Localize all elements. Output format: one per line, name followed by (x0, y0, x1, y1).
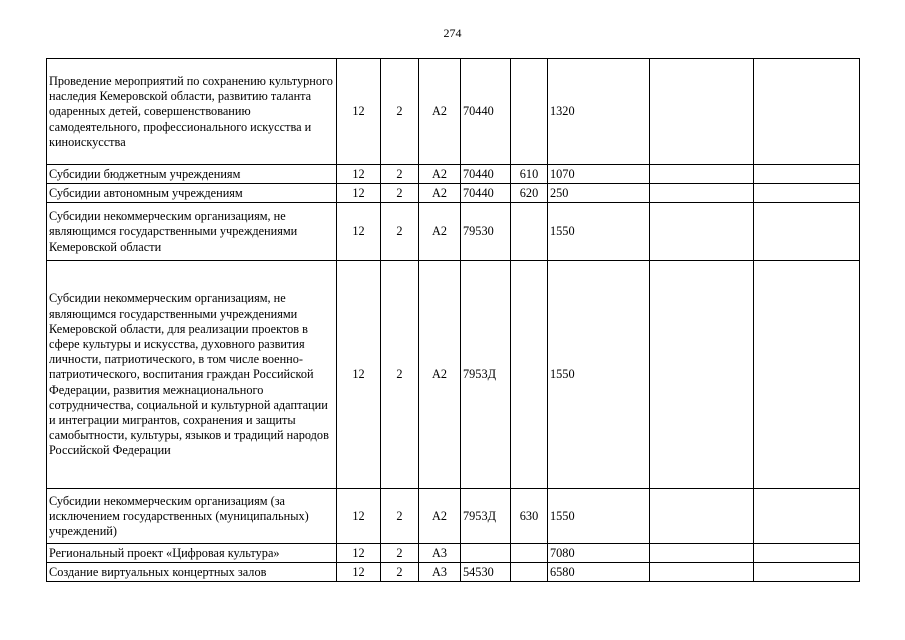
cell-name: Субсидии некоммерческим организациям, не являющимся государственными учреждениями Кемеровской области (47, 203, 337, 261)
cell-subsection: 2 (381, 184, 419, 203)
page-number: 274 (443, 26, 462, 40)
cell-subsection: 2 (381, 544, 419, 563)
cell-section: 12 (337, 165, 381, 184)
cell-name: Субсидии автономным учреждениям (47, 184, 337, 203)
cell-type (511, 563, 548, 582)
cell-type: 610 (511, 165, 548, 184)
table-row (47, 165, 860, 184)
cell-section: 12 (337, 544, 381, 563)
cell-type (511, 203, 548, 261)
cell-direction: 7953Д (461, 261, 511, 489)
cell-section: 12 (337, 563, 381, 582)
cell-section: 12 (337, 184, 381, 203)
cell-name: Субсидии бюджетным учреждениям (47, 165, 337, 184)
cell-empty (754, 59, 860, 165)
cell-name: Субсидии некоммерческим организациям (за исключением государственных (муниципальных) учреждений) (47, 489, 337, 544)
table-row (47, 261, 860, 489)
table-row (47, 489, 860, 544)
cell-empty (754, 563, 860, 582)
cell-section: 12 (337, 59, 381, 165)
table-row (47, 59, 860, 165)
cell-type (511, 261, 548, 489)
cell-subsection: 2 (381, 563, 419, 582)
cell-subsection: 2 (381, 165, 419, 184)
cell-direction: 79530 (461, 203, 511, 261)
cell-amount: 1550 (548, 203, 650, 261)
cell-empty (650, 489, 754, 544)
cell-section: 12 (337, 203, 381, 261)
cell-direction: 7953Д (461, 489, 511, 544)
table-row (47, 184, 860, 203)
cell-program: А3 (419, 544, 461, 563)
cell-name: Проведение мероприятий по сохранению культурного наследия Кемеровской области, развитию таланта одаренных детей, совершенствованию самодеятельного, профессионального искусства и киноискусства (47, 59, 337, 165)
cell-amount: 6580 (548, 563, 650, 582)
cell-type (511, 59, 548, 165)
cell-empty (650, 165, 754, 184)
cell-empty (650, 563, 754, 582)
cell-empty (650, 59, 754, 165)
cell-direction: 70440 (461, 165, 511, 184)
cell-program: А3 (419, 563, 461, 582)
cell-subsection: 2 (381, 489, 419, 544)
table-row (47, 544, 860, 563)
cell-program: А2 (419, 203, 461, 261)
cell-empty (754, 203, 860, 261)
cell-program: А2 (419, 261, 461, 489)
cell-type: 630 (511, 489, 548, 544)
cell-amount: 1550 (548, 489, 650, 544)
cell-empty (754, 544, 860, 563)
cell-subsection: 2 (381, 261, 419, 489)
cell-program: А2 (419, 165, 461, 184)
cell-direction (461, 544, 511, 563)
cell-empty (754, 165, 860, 184)
cell-amount: 1550 (548, 261, 650, 489)
cell-program: А2 (419, 59, 461, 165)
cell-subsection: 2 (381, 203, 419, 261)
cell-amount: 250 (548, 184, 650, 203)
cell-program: А2 (419, 184, 461, 203)
cell-type: 620 (511, 184, 548, 203)
cell-section: 12 (337, 489, 381, 544)
cell-amount: 7080 (548, 544, 650, 563)
cell-name: Субсидии некоммерческим организациям, не являющимся государственными учреждениями Кемеровской области, для реализации проектов в сфере культуры и искусства, духовного развития личности, патриотического, в том числе военно-патриотического, воспитания граждан Российской Федерации, развития межнационального сотрудничества, социальной и культурной адаптации и интеграции мигрантов, сохранения и защиты самобытности, культуры, языков и традиций народов Российской Федерации (47, 261, 337, 489)
cell-empty (754, 489, 860, 544)
budget-table (46, 58, 860, 582)
cell-direction: 54530 (461, 563, 511, 582)
cell-empty (650, 184, 754, 203)
cell-name: Региональный проект «Цифровая культура» (47, 544, 337, 563)
cell-subsection: 2 (381, 59, 419, 165)
cell-amount: 1320 (548, 59, 650, 165)
cell-empty (650, 203, 754, 261)
cell-section: 12 (337, 261, 381, 489)
cell-empty (650, 261, 754, 489)
budget-table-body (47, 59, 860, 582)
table-row (47, 563, 860, 582)
cell-empty (650, 544, 754, 563)
cell-program: А2 (419, 489, 461, 544)
cell-type (511, 544, 548, 563)
cell-direction: 70440 (461, 184, 511, 203)
cell-name: Создание виртуальных концертных залов (47, 563, 337, 582)
cell-amount: 1070 (548, 165, 650, 184)
cell-empty (754, 184, 860, 203)
cell-empty (754, 261, 860, 489)
table-row (47, 203, 860, 261)
cell-direction: 70440 (461, 59, 511, 165)
